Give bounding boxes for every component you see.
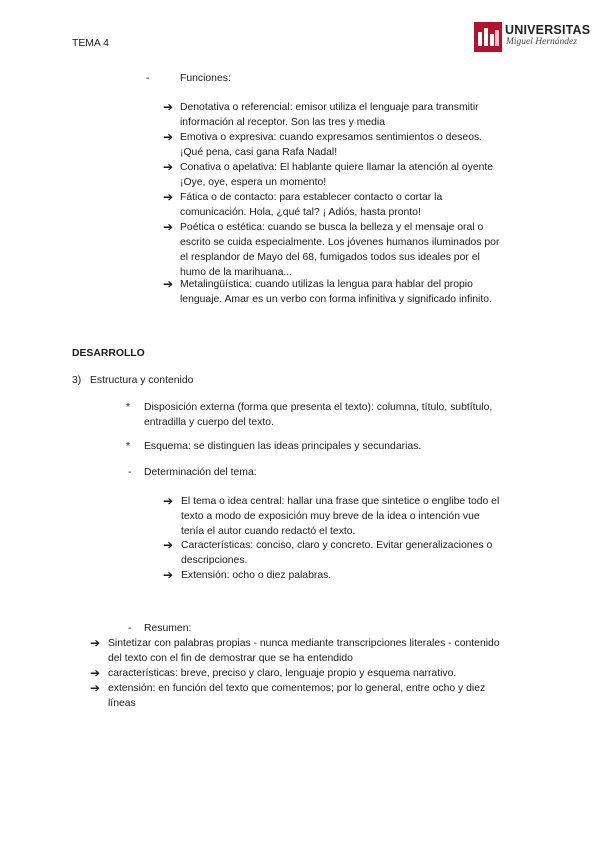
star-bullet: * — [126, 402, 131, 413]
star-bullet: * — [126, 441, 131, 452]
list-item-line: humo de la marihuana... — [180, 267, 293, 278]
university-logo — [474, 22, 591, 52]
arrow-icon: ➔ — [163, 160, 174, 174]
page-header-title: TEMA 4 — [72, 38, 109, 49]
list-item-line: extensión: en función del texto que comentemos; por lo general, entre ocho y diez — [108, 683, 486, 694]
list-item-line: características: breve, preciso y claro, lenguaje propio y esquema narrativo. — [108, 668, 457, 679]
list-item-line: Metalingüística: cuando utilizas la lengua para hablar del propio — [180, 279, 473, 290]
list-item-line: líneas — [108, 698, 136, 709]
list-item-line: del texto con el fin de demostrar que se ha entendido — [108, 653, 353, 664]
arrow-icon: ➔ — [163, 494, 174, 508]
list-item-line: El tema o idea central: hallar una frase que sintetice o englibe todo el — [181, 496, 500, 507]
section-heading: DESARROLLO — [72, 348, 145, 359]
section-title: Estructura y contenido — [90, 375, 194, 386]
arrow-icon: ➔ — [163, 568, 174, 582]
arrow-icon: ➔ — [90, 666, 101, 680]
list-item-line: Denotativa o referencial: emisor utiliza el lenguaje para transmitir — [180, 102, 479, 113]
funciones-dash: - — [146, 73, 150, 84]
list-item-line: Esquema: se distinguen las ideas principales y secundarias. — [144, 441, 422, 452]
resumen-title: Resumen: — [144, 623, 192, 634]
resumen-dash: - — [128, 623, 132, 634]
arrow-icon: ➔ — [163, 190, 174, 204]
list-item-line: ¡Oye, oye, espera un momento! — [180, 177, 327, 188]
list-item-line: Emotiva o expresiva: cuando expresamos sentimientos o deseos. — [180, 132, 483, 143]
arrow-icon: ➔ — [163, 220, 174, 234]
list-item-line: Disposición externa (forma que presenta el texto): columna, título, subtítulo, — [144, 402, 493, 413]
logo-name: UNIVERSITAS — [505, 23, 591, 37]
list-item-line: Poética o estética: cuando se busca la belleza y el mensaje oral o — [180, 222, 484, 233]
section-number: 3) — [72, 375, 82, 386]
arrow-icon: ➔ — [90, 636, 101, 650]
list-item-line: tenía el autor cuando redactó el texto. — [181, 526, 356, 537]
list-item-line: Sintetizar con palabras propias - nunca mediante transcripciones literales - contenido — [108, 638, 500, 649]
list-item-line: entradilla y cuerpo del texto. — [144, 417, 274, 428]
arrow-icon: ➔ — [163, 130, 174, 144]
arrow-icon: ➔ — [90, 681, 101, 695]
tema-dash: - — [128, 467, 132, 478]
list-item-line: comunicación. Hola, ¿qué tal? ¡ Adiós, hasta pronto! — [180, 207, 421, 218]
logo-mark-icon — [474, 22, 502, 52]
arrow-icon: ➔ — [163, 538, 174, 552]
funciones-title: Funciones: — [180, 73, 231, 84]
logo-subname: Miguel Hernández — [506, 37, 577, 47]
list-item-line: Extensión: ocho o diez palabras. — [181, 570, 332, 581]
arrow-icon: ➔ — [163, 277, 174, 291]
list-item-line: ¡Qué pena, casi gana Rafa Nadal! — [180, 147, 338, 158]
list-item-line: descripciones. — [181, 555, 248, 566]
list-item-line: Características: conciso, claro y concreto. Evitar generalizaciones o — [181, 540, 493, 551]
list-item-line: lenguaje. Amar es un verbo con forma infinitiva y significado infinito. — [180, 294, 492, 305]
list-item-line: el resplandor de Mayo del 68, fumigados todos sus ideales por el — [180, 252, 480, 263]
list-item-line: información al receptor. Son las tres y media — [180, 117, 386, 128]
list-item-line: Conativa o apelativa: El hablante quiere llamar la atención al oyente — [180, 162, 494, 173]
tema-title: Determinación del tema: — [144, 467, 257, 478]
list-item-line: escrito se cuida especialmente. Los jóvenes humanos iluminados por — [180, 237, 500, 248]
arrow-icon: ➔ — [163, 100, 174, 114]
list-item-line: texto a modo de exposición muy breve de la idea o intención vue — [181, 511, 480, 522]
list-item-line: Fática o de contacto: para establecer contacto o cortar la — [180, 192, 443, 203]
